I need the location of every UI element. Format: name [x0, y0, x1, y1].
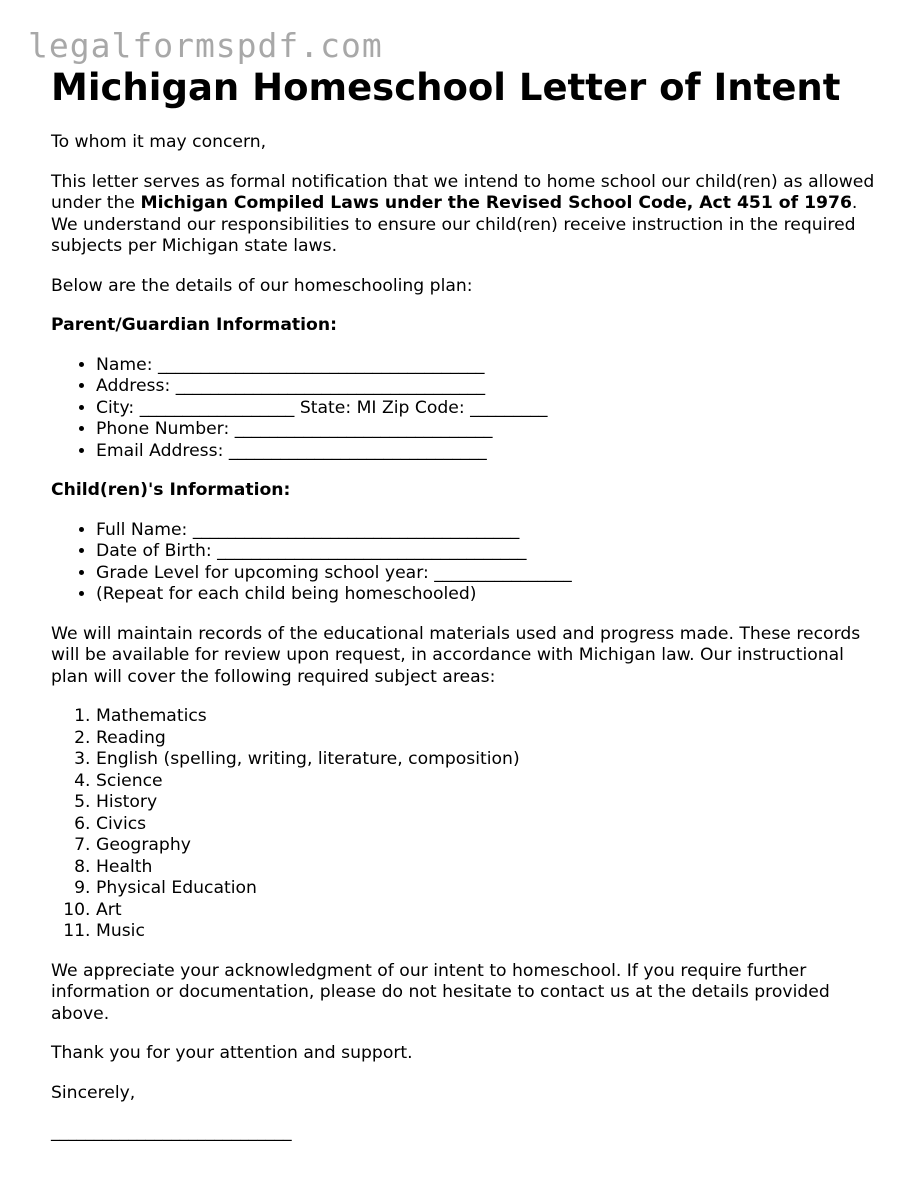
law-reference: Michigan Compiled Laws under the Revised School Code, Act 451 of 1976 — [140, 193, 852, 213]
child-grade-field: • Grade Level for upcoming school year: ________________ — [96, 563, 881, 585]
subject-item: 10. Art — [96, 900, 881, 922]
intro-text-start: This letter serves as formal notification that we intend to home school our child(ren) as allowed under the — [51, 171, 875, 213]
child-dob-field: • Date of Birth: ____________________________________ — [96, 541, 881, 563]
records-paragraph: We will maintain records of the educational materials used and progress made. These records will be available for review upon request, in accordance with Michigan law. Our instructional plan will cover the following required subject areas: — [51, 623, 861, 687]
child-info-list — [51, 520, 881, 606]
subject-item: 11. Music — [96, 921, 881, 943]
subject-item: 8. Health — [96, 857, 881, 879]
subject-item: 9. Physical Education — [96, 878, 881, 900]
thanks-paragraph: Thank you for your attention and support. — [51, 1043, 413, 1063]
page-title: Michigan Homeschool Letter of Intent — [51, 66, 841, 109]
parent-phone-field: • Phone Number: ______________________________ — [96, 419, 881, 441]
child-section-heading: Child(ren)'s Information: — [51, 480, 291, 500]
parent-city-state-zip-field: • City: __________________ State: MI Zip Code: _________ — [96, 398, 881, 420]
greeting: To whom it may concern, — [51, 132, 267, 152]
watermark: legalformspdf.com — [28, 26, 383, 65]
parent-section-heading: Parent/Guardian Information: — [51, 315, 337, 335]
closing: Sincerely, — [51, 1082, 136, 1103]
plan-intro: Below are the details of our homeschooling plan: — [51, 275, 473, 296]
intro-text-end: . We understand our responsibilities to ensure our child(ren) receive instruction in the required subjects per Michigan state laws. — [51, 193, 858, 256]
subjects-list — [51, 706, 881, 943]
acknowledgment-paragraph: We appreciate your acknowledgment of our intent to homeschool. If you require further information or documentation, please do not hesitate to contact us at the details provided above. — [51, 960, 830, 1024]
parent-address-field: • Address: ____________________________________ — [96, 376, 881, 398]
signature-line: ____________________________ — [51, 1122, 292, 1142]
intro-paragraph — [51, 172, 881, 258]
parent-name-field: • Name: ______________________________________ — [96, 355, 881, 377]
child-repeat-note: • (Repeat for each child being homeschooled) — [96, 584, 881, 606]
subject-item: 5. History — [96, 792, 881, 814]
subject-item: 1. Mathematics — [96, 706, 881, 728]
subject-item: 3. English (spelling, writing, literature, composition) — [96, 749, 881, 771]
letter-document — [51, 64, 881, 1144]
subject-item: 6. Civics — [96, 814, 881, 836]
subject-item: 4. Science — [96, 771, 881, 793]
parent-email-field: • Email Address: ______________________________ — [96, 441, 881, 463]
subject-item: 2. Reading — [96, 728, 881, 750]
subject-item: 7. Geography — [96, 835, 881, 857]
parent-info-list — [51, 355, 881, 463]
child-full-name-field: • Full Name: ______________________________________ — [96, 520, 881, 542]
